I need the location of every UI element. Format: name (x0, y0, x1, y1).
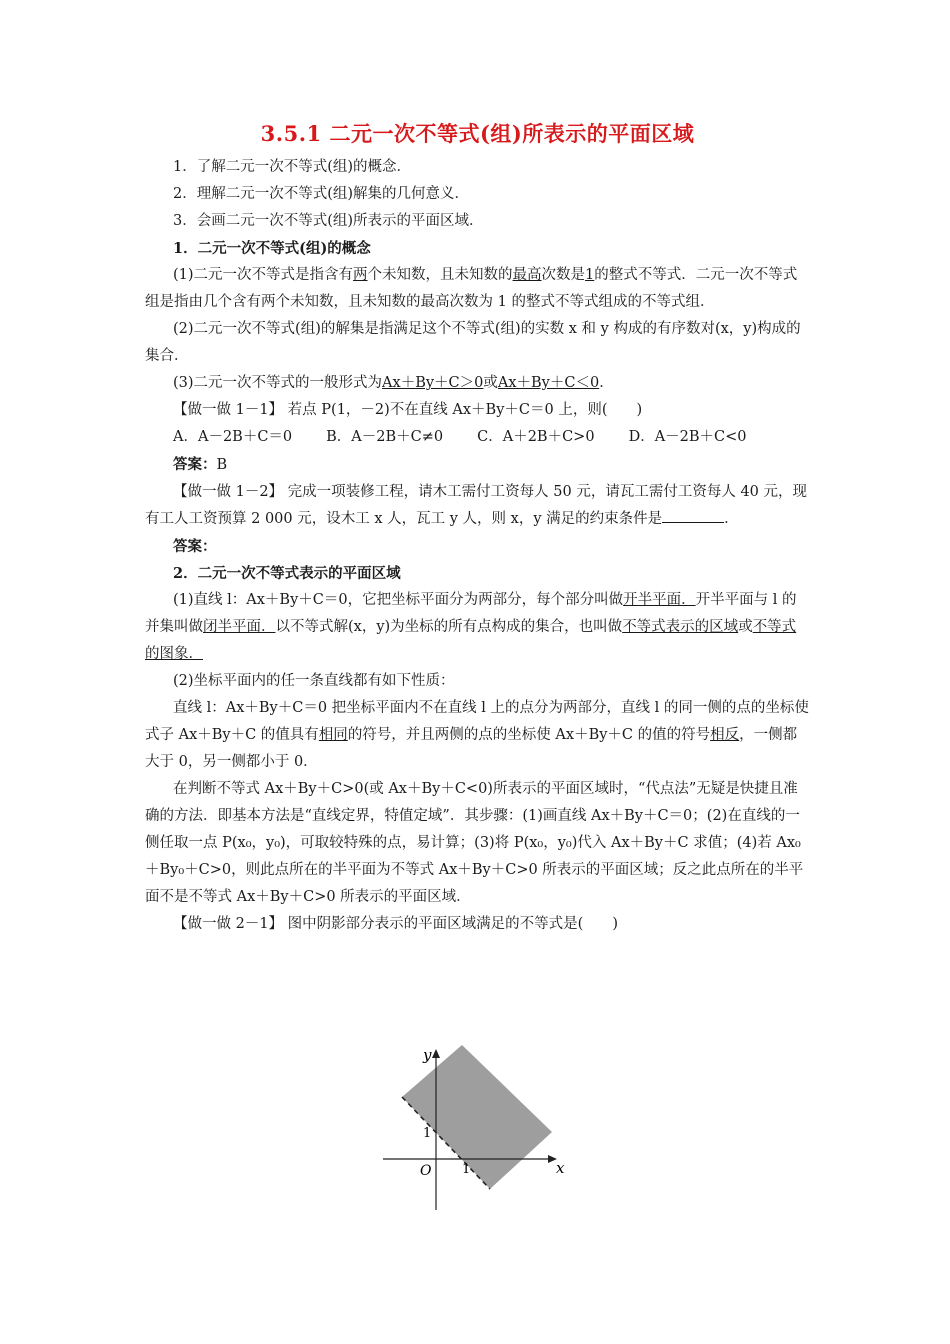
exercise-1-1-options (145, 424, 810, 451)
goal-3: 3．会画二元一次不等式(组)所表示的平面区域． (173, 213, 484, 229)
option-c: C．A＋2B＋C>0 (477, 429, 595, 445)
goal-2: 2．理解二元一次不等式(组)解集的几何意义． (173, 186, 470, 202)
x-tick-label: 1 (462, 1162, 471, 1177)
sec2-paragraph-3: 直线 l：Ax＋By＋C＝0 把坐标平面内不在直线 l 上的点分为两部分，直线 l 的同一侧的点的坐标使式子 Ax＋By＋C 的值具有相同的符号，并且两侧的点的坐标使 Ax＋By＋C 的值的符号相反，一侧都大于 0，另一侧都小于 0． (145, 700, 809, 770)
sec1-paragraph-3: (3)二元一次不等式的一般形式为Ax＋By＋C＞0或Ax＋By＋C＜0． (173, 375, 614, 391)
sec2-paragraph-4: 在判断不等式 Ax＋By＋C>0(或 Ax＋By＋C<0)所表示的平面区域时，“代点法”无疑是快捷且准确的方法．即基本方法是“直线定界，特值定域”．其步骤：(1)画直线 Ax＋By＋C＝0；(2)在直线的一侧任取一点 P(x₀，y₀)，可取较特殊的点，易计算；(3)将 P(x₀，y₀)代入 Ax＋By＋C 求值；(4)若 Ax₀＋By₀＋C>0，则此点所在的半平面为不等式 Ax＋By＋C>0 所表示的平面区域；反之此点所在的半平面不是不等式 Ax＋By＋C>0 所表示的平面区域． (145, 781, 804, 905)
exercise-1-2: 【做一做 1－2】 完成一项装修工程，请木工需付工资每人 50 元，请瓦工需付工资每人 40 元，现有工人工资预算 2 000 元，设木工 x 人，瓦工 y 人，则 x，y 满足的约束条件是 ． (145, 484, 808, 527)
page-title: 3.5.1 二元一次不等式(组)所表示的平面区域 (260, 121, 695, 146)
sec2-paragraph-2: (2)坐标平面内的任一条直线都有如下性质： (173, 673, 455, 689)
exercise-2-1: 【做一做 2－1】 图中阴影部分表示的平面区域满足的不等式是( ) (173, 916, 618, 932)
y-tick-label: 1 (423, 1126, 432, 1141)
origin-label: O (420, 1163, 432, 1179)
document-page (145, 118, 810, 938)
sec1-paragraph-2: (2)二元一次不等式(组)的解集是指满足这个不等式(组)的实数 x 和 y 构成的有序数对(x，y)构成的集合． (145, 321, 801, 364)
option-d: D．A－2B＋C<0 (628, 429, 747, 445)
section-2-heading: 2．二元一次不等式表示的平面区域 (173, 565, 401, 582)
option-a: A．A－2B＋C＝0 (173, 429, 293, 445)
sec2-paragraph-1: (1)直线 l：Ax＋By＋C＝0，它把坐标平面分为两部分，每个部分叫做开半平面．开半平面与 l 的并集叫做闭半平面．以不等式解(x，y)为坐标的所有点构成的集合，也叫做不等式表示的区域或不等式的图象． (145, 592, 797, 662)
region-figure (375, 1045, 575, 1219)
y-axis-label: y (423, 1046, 432, 1064)
exercise-1-1-answer: 答案：B (173, 456, 228, 473)
answer-blank (662, 508, 724, 523)
x-axis-label: x (556, 1159, 565, 1177)
exercise-1-1: 【做一做 1－1】 若点 P(1，－2)不在直线 Ax＋By＋C＝0 上，则( ) (173, 402, 643, 418)
exercise-1-2-answer: 答案： (173, 538, 217, 555)
sec1-paragraph-1: (1)二元一次不等式是指含有两个未知数，且未知数的最高次数是1的整式不等式．二元一次不等式组是指由几个含有两个未知数，且未知数的最高次数为 1 的整式不等式组成的不等式组． (145, 267, 798, 310)
y-axis-arrow (432, 1049, 440, 1058)
option-b: B．A－2B＋C≠0 (326, 429, 444, 445)
coordinate-graph (375, 1045, 575, 1215)
section-1-heading: 1．二元一次不等式(组)的概念 (173, 240, 371, 257)
goal-1: 1．了解二元一次不等式(组)的概念． (173, 159, 412, 175)
